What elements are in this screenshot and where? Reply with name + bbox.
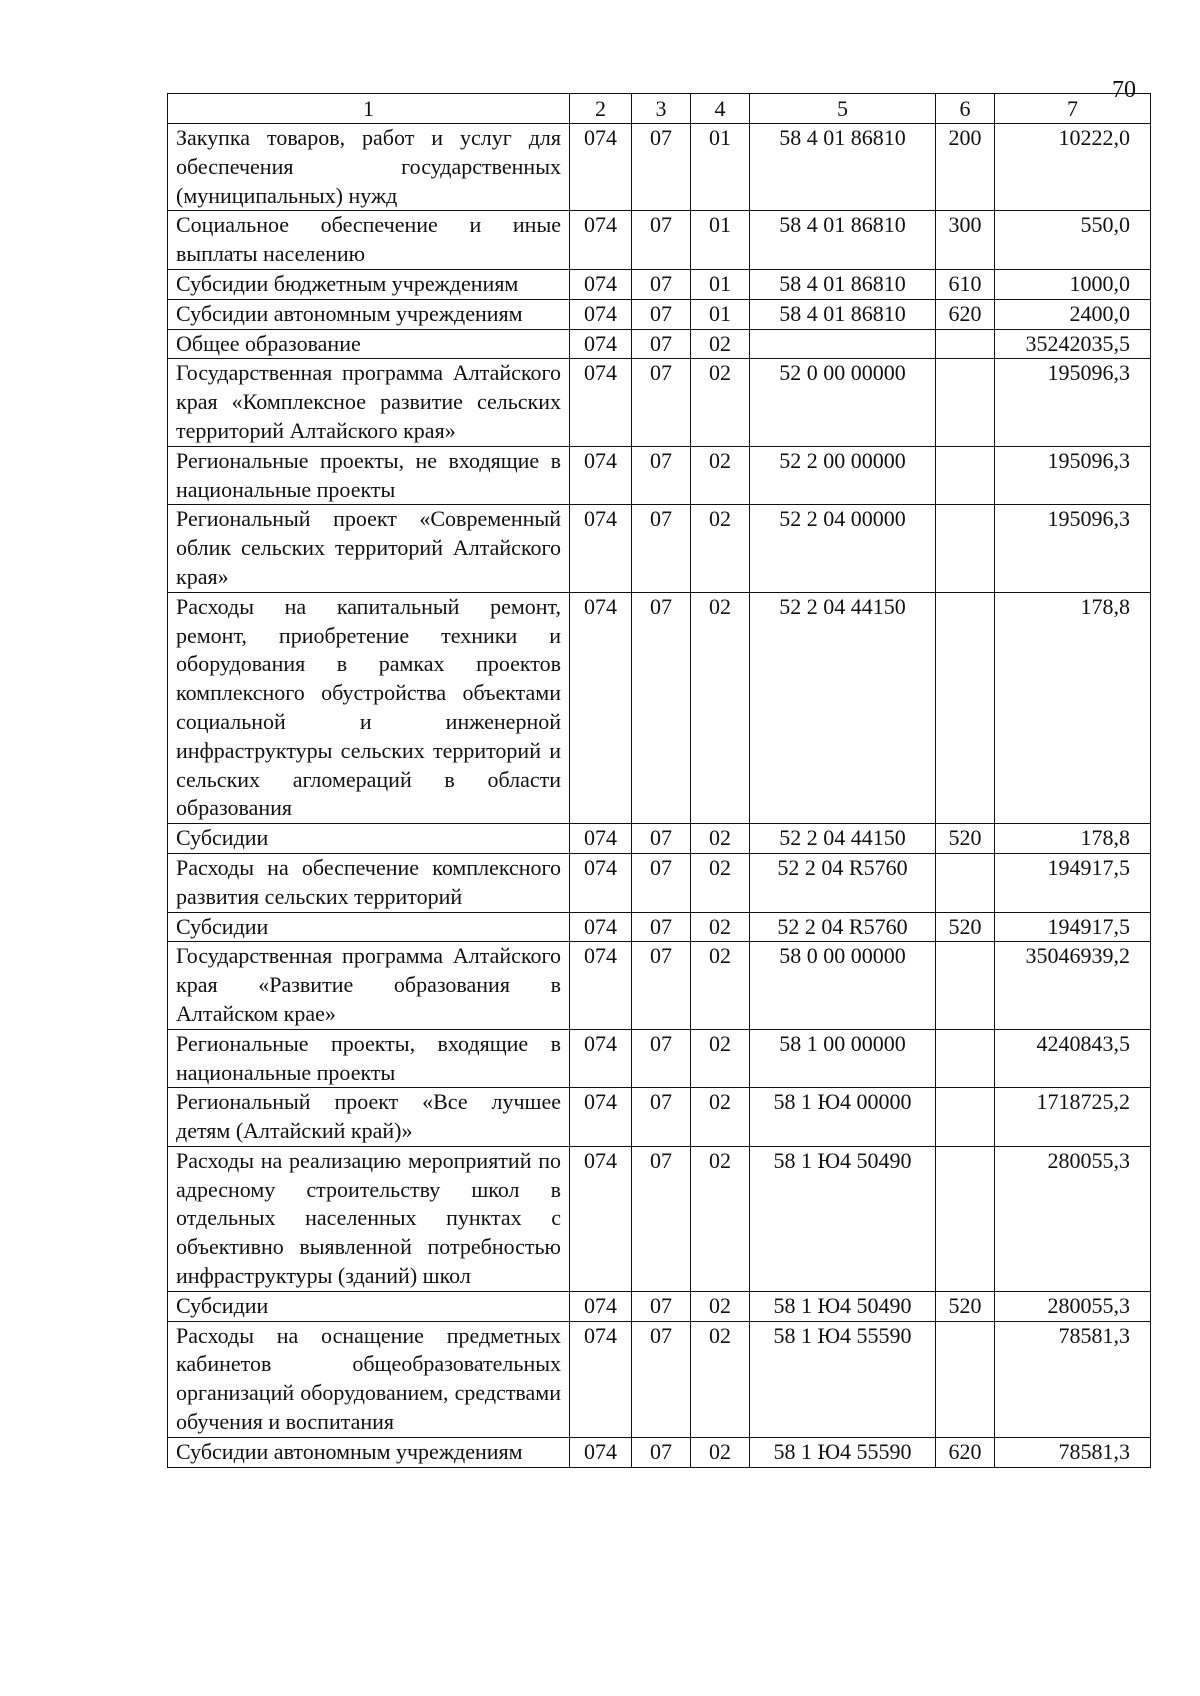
admin-code-cell: 074 [570, 211, 632, 270]
section-code-cell: 07 [632, 942, 691, 1029]
row-name-cell: Субсидии [168, 824, 570, 854]
section-code-cell: 07 [632, 1088, 691, 1147]
target-item-code-cell: 58 4 01 86810 [750, 211, 936, 270]
admin-code-cell: 074 [570, 329, 632, 359]
expense-type-code-cell: 620 [936, 1437, 995, 1467]
section-code-cell: 07 [632, 1029, 691, 1088]
subsection-code-cell: 01 [691, 269, 750, 299]
expense-type-code-cell [936, 505, 995, 592]
admin-code-cell: 074 [570, 446, 632, 505]
table-row [168, 446, 1151, 505]
column-header-6: 6 [936, 94, 995, 124]
subsection-code-cell: 02 [691, 446, 750, 505]
expense-type-code-cell [936, 853, 995, 912]
target-item-code-cell: 52 2 04 44150 [750, 824, 936, 854]
table-body [168, 124, 1151, 1468]
target-item-code-cell: 52 0 00 00000 [750, 359, 936, 446]
amount-cell: 195096,3 [995, 505, 1151, 592]
section-code-cell: 07 [632, 912, 691, 942]
amount-cell: 178,8 [995, 592, 1151, 823]
target-item-code-cell: 58 1 Ю4 00000 [750, 1088, 936, 1147]
amount-cell: 78581,3 [995, 1437, 1151, 1467]
row-name-cell: Региональный проект «Современный облик сельских территорий Алтайского края» [168, 505, 570, 592]
table-row [168, 505, 1151, 592]
expense-type-code-cell [936, 359, 995, 446]
subsection-code-cell: 02 [691, 1029, 750, 1088]
target-item-code-cell: 52 2 00 00000 [750, 446, 936, 505]
admin-code-cell: 074 [570, 1437, 632, 1467]
table-row [168, 269, 1151, 299]
subsection-code-cell: 02 [691, 942, 750, 1029]
admin-code-cell: 074 [570, 1321, 632, 1437]
section-code-cell: 07 [632, 211, 691, 270]
section-code-cell: 07 [632, 505, 691, 592]
admin-code-cell: 074 [570, 1146, 632, 1291]
row-name-cell: Субсидии автономным учреждениям [168, 1437, 570, 1467]
admin-code-cell: 074 [570, 124, 632, 211]
amount-cell: 10222,0 [995, 124, 1151, 211]
amount-cell: 35242035,5 [995, 329, 1151, 359]
amount-cell: 78581,3 [995, 1321, 1151, 1437]
amount-cell: 178,8 [995, 824, 1151, 854]
subsection-code-cell: 02 [691, 853, 750, 912]
expense-type-code-cell [936, 1029, 995, 1088]
table-header [168, 94, 1151, 124]
amount-cell: 550,0 [995, 211, 1151, 270]
amount-cell: 195096,3 [995, 446, 1151, 505]
amount-cell: 194917,5 [995, 853, 1151, 912]
section-code-cell: 07 [632, 124, 691, 211]
target-item-code-cell [750, 329, 936, 359]
target-item-code-cell: 58 1 Ю4 50490 [750, 1146, 936, 1291]
section-code-cell: 07 [632, 359, 691, 446]
table-row [168, 912, 1151, 942]
table-row [168, 592, 1151, 823]
admin-code-cell: 074 [570, 592, 632, 823]
amount-cell: 2400,0 [995, 299, 1151, 329]
column-header-7: 7 [995, 94, 1151, 124]
section-code-cell: 07 [632, 446, 691, 505]
row-name-cell: Расходы на обеспечение комплексного развития сельских территорий [168, 853, 570, 912]
target-item-code-cell: 58 1 Ю4 55590 [750, 1321, 936, 1437]
target-item-code-cell: 52 2 04 R5760 [750, 853, 936, 912]
column-header-5: 5 [750, 94, 936, 124]
row-name-cell: Региональные проекты, входящие в национальные проекты [168, 1029, 570, 1088]
table-row [168, 359, 1151, 446]
row-name-cell: Государственная программа Алтайского края «Комплексное развитие сельских территорий Алтайского края» [168, 359, 570, 446]
row-name-cell: Закупка товаров, работ и услуг для обеспечения государственных (муниципальных) нужд [168, 124, 570, 211]
column-header-1: 1 [168, 94, 570, 124]
row-name-cell: Субсидии бюджетным учреждениям [168, 269, 570, 299]
admin-code-cell: 074 [570, 359, 632, 446]
section-code-cell: 07 [632, 1291, 691, 1321]
table-row [168, 299, 1151, 329]
expense-type-code-cell: 520 [936, 912, 995, 942]
table-row [168, 824, 1151, 854]
target-item-code-cell: 58 4 01 86810 [750, 269, 936, 299]
subsection-code-cell: 02 [691, 359, 750, 446]
amount-cell: 1718725,2 [995, 1088, 1151, 1147]
subsection-code-cell: 01 [691, 299, 750, 329]
row-name-cell: Общее образование [168, 329, 570, 359]
expense-type-code-cell [936, 446, 995, 505]
subsection-code-cell: 01 [691, 211, 750, 270]
target-item-code-cell: 58 4 01 86810 [750, 299, 936, 329]
table-row [168, 853, 1151, 912]
amount-cell: 195096,3 [995, 359, 1151, 446]
admin-code-cell: 074 [570, 1088, 632, 1147]
table-row [168, 1321, 1151, 1437]
page-number: 70 [1112, 77, 1136, 103]
table-row [168, 329, 1151, 359]
target-item-code-cell: 52 2 04 44150 [750, 592, 936, 823]
target-item-code-cell: 52 2 04 R5760 [750, 912, 936, 942]
amount-cell: 1000,0 [995, 269, 1151, 299]
subsection-code-cell: 02 [691, 505, 750, 592]
expense-type-code-cell [936, 942, 995, 1029]
admin-code-cell: 074 [570, 853, 632, 912]
expense-type-code-cell [936, 1146, 995, 1291]
column-header-4: 4 [691, 94, 750, 124]
section-code-cell: 07 [632, 853, 691, 912]
table-row [168, 1437, 1151, 1467]
admin-code-cell: 074 [570, 269, 632, 299]
target-item-code-cell: 58 4 01 86810 [750, 124, 936, 211]
subsection-code-cell: 02 [691, 1321, 750, 1437]
section-code-cell: 07 [632, 1146, 691, 1291]
subsection-code-cell: 02 [691, 912, 750, 942]
target-item-code-cell: 58 1 Ю4 50490 [750, 1291, 936, 1321]
section-code-cell: 07 [632, 1437, 691, 1467]
column-header-2: 2 [570, 94, 632, 124]
section-code-cell: 07 [632, 824, 691, 854]
column-header-3: 3 [632, 94, 691, 124]
subsection-code-cell: 02 [691, 1088, 750, 1147]
admin-code-cell: 074 [570, 942, 632, 1029]
row-name-cell: Субсидии автономным учреждениям [168, 299, 570, 329]
expense-type-code-cell [936, 329, 995, 359]
subsection-code-cell: 02 [691, 824, 750, 854]
expense-type-code-cell: 610 [936, 269, 995, 299]
header-row [168, 94, 1151, 124]
expense-type-code-cell [936, 1088, 995, 1147]
amount-cell: 35046939,2 [995, 942, 1151, 1029]
expense-type-code-cell: 520 [936, 1291, 995, 1321]
table-row [168, 1146, 1151, 1291]
expense-type-code-cell: 520 [936, 824, 995, 854]
section-code-cell: 07 [632, 329, 691, 359]
admin-code-cell: 074 [570, 505, 632, 592]
row-name-cell: Расходы на оснащение предметных кабинетов общеобразовательных организаций оборудованием, средствами обучения и воспитания [168, 1321, 570, 1437]
section-code-cell: 07 [632, 269, 691, 299]
admin-code-cell: 074 [570, 1029, 632, 1088]
target-item-code-cell: 58 1 Ю4 55590 [750, 1437, 936, 1467]
row-name-cell: Субсидии [168, 1291, 570, 1321]
row-name-cell: Государственная программа Алтайского края «Развитие образования в Алтайском крае» [168, 942, 570, 1029]
amount-cell: 4240843,5 [995, 1029, 1151, 1088]
admin-code-cell: 074 [570, 299, 632, 329]
subsection-code-cell: 01 [691, 124, 750, 211]
table-row [168, 1088, 1151, 1147]
subsection-code-cell: 02 [691, 329, 750, 359]
table-row [168, 942, 1151, 1029]
admin-code-cell: 074 [570, 824, 632, 854]
admin-code-cell: 074 [570, 1291, 632, 1321]
amount-cell: 280055,3 [995, 1146, 1151, 1291]
row-name-cell: Расходы на реализацию мероприятий по адресному строительству школ в отдельных населенных пунктах с объективно выявленной потребностью инфраструктуры (зданий) школ [168, 1146, 570, 1291]
target-item-code-cell: 58 0 00 00000 [750, 942, 936, 1029]
row-name-cell: Расходы на капитальный ремонт, ремонт, приобретение техники и оборудования в рамках проектов комплексного обустройства объектами социальной и инженерной инфраструктуры сельских территорий и сельских агломераций в области образования [168, 592, 570, 823]
table-row [168, 124, 1151, 211]
section-code-cell: 07 [632, 299, 691, 329]
subsection-code-cell: 02 [691, 592, 750, 823]
section-code-cell: 07 [632, 592, 691, 823]
expense-type-code-cell: 300 [936, 211, 995, 270]
expense-type-code-cell [936, 592, 995, 823]
row-name-cell: Субсидии [168, 912, 570, 942]
expense-type-code-cell: 620 [936, 299, 995, 329]
budget-table [167, 93, 1151, 1468]
subsection-code-cell: 02 [691, 1437, 750, 1467]
row-name-cell: Региональный проект «Все лучшее детям (Алтайский край)» [168, 1088, 570, 1147]
target-item-code-cell: 58 1 00 00000 [750, 1029, 936, 1088]
target-item-code-cell: 52 2 04 00000 [750, 505, 936, 592]
subsection-code-cell: 02 [691, 1146, 750, 1291]
section-code-cell: 07 [632, 1321, 691, 1437]
row-name-cell: Социальное обеспечение и иные выплаты населению [168, 211, 570, 270]
amount-cell: 280055,3 [995, 1291, 1151, 1321]
expense-type-code-cell [936, 1321, 995, 1437]
table-row [168, 211, 1151, 270]
table-row [168, 1029, 1151, 1088]
subsection-code-cell: 02 [691, 1291, 750, 1321]
expense-type-code-cell: 200 [936, 124, 995, 211]
table-row [168, 1291, 1151, 1321]
row-name-cell: Региональные проекты, не входящие в национальные проекты [168, 446, 570, 505]
admin-code-cell: 074 [570, 912, 632, 942]
amount-cell: 194917,5 [995, 912, 1151, 942]
